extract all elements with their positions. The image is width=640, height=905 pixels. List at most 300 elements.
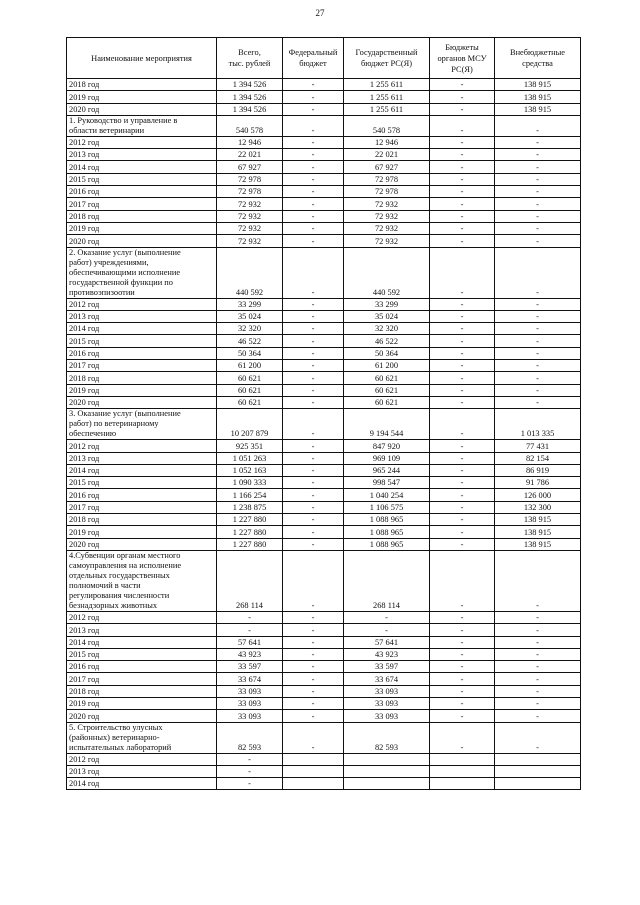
msu-budget-cell: - (430, 323, 495, 335)
total-cell: - (217, 778, 283, 790)
row-name-cell: 2013 год (67, 624, 217, 636)
table-row (67, 648, 581, 660)
header-federal: Федеральный бюджет (283, 38, 344, 79)
state-budget-cell: 1 040 254 (344, 489, 430, 501)
total-cell: 33 093 (217, 697, 283, 709)
msu-budget-cell: - (430, 697, 495, 709)
msu-budget-cell: - (430, 624, 495, 636)
federal-cell: - (283, 489, 344, 501)
state-budget-cell: 57 641 (344, 636, 430, 648)
msu-budget-cell: - (430, 347, 495, 359)
extra-budget-cell: 86 919 (495, 464, 581, 476)
table-row (67, 464, 581, 476)
header-extra-budget: Внебюджетные средства (495, 38, 581, 79)
table-row (67, 173, 581, 185)
row-name-cell: 2012 год (67, 753, 217, 765)
total-cell: - (217, 624, 283, 636)
federal-cell: - (283, 173, 344, 185)
federal-cell (283, 753, 344, 765)
federal-cell: - (283, 186, 344, 198)
msu-budget-cell: - (430, 298, 495, 310)
federal-cell: - (283, 149, 344, 161)
row-name-cell: 2012 год (67, 298, 217, 310)
row-name-cell: 2020 год (67, 235, 217, 247)
state-budget-cell: 440 592 (344, 247, 430, 298)
total-cell: - (217, 611, 283, 623)
total-cell: 1 394 526 (217, 103, 283, 115)
table-row (67, 103, 581, 115)
msu-budget-cell: - (430, 661, 495, 673)
table-row (67, 149, 581, 161)
extra-budget-cell: - (495, 636, 581, 648)
state-budget-cell: 33 597 (344, 661, 430, 673)
state-budget-cell (344, 765, 430, 777)
row-name-cell: 2016 год (67, 347, 217, 359)
total-cell: 33 093 (217, 685, 283, 697)
state-budget-cell: 60 621 (344, 384, 430, 396)
federal-cell: - (283, 247, 344, 298)
extra-budget-cell: 138 915 (495, 79, 581, 91)
total-cell: 925 351 (217, 440, 283, 452)
msu-budget-cell: - (430, 514, 495, 526)
row-name-cell: 3. Оказание услуг (выполнение работ) по ветеринарному обеспечению (67, 409, 217, 440)
state-budget-cell (344, 778, 430, 790)
total-cell: 43 923 (217, 648, 283, 660)
row-name-cell: 2012 год (67, 136, 217, 148)
state-budget-cell: 540 578 (344, 115, 430, 136)
header-measure-name: Наименование мероприятия (67, 38, 217, 79)
msu-budget-cell: - (430, 722, 495, 753)
extra-budget-cell: - (495, 661, 581, 673)
row-name-cell: 2013 год (67, 452, 217, 464)
federal-cell: - (283, 409, 344, 440)
budget-table (66, 37, 581, 790)
state-budget-cell: 33 093 (344, 710, 430, 722)
extra-budget-cell: 91 786 (495, 477, 581, 489)
total-cell: 22 021 (217, 149, 283, 161)
msu-budget-cell: - (430, 526, 495, 538)
extra-budget-cell: - (495, 210, 581, 222)
msu-budget-cell: - (430, 452, 495, 464)
state-budget-cell: 33 674 (344, 673, 430, 685)
extra-budget-cell: 1 013 335 (495, 409, 581, 440)
extra-budget-cell: - (495, 335, 581, 347)
table-row (67, 210, 581, 222)
extra-budget-cell (495, 765, 581, 777)
row-name-cell: 2016 год (67, 661, 217, 673)
federal-cell (283, 765, 344, 777)
table-row (67, 136, 581, 148)
msu-budget-cell: - (430, 384, 495, 396)
msu-budget-cell: - (430, 636, 495, 648)
state-budget-cell: 72 978 (344, 173, 430, 185)
table-row (67, 722, 581, 753)
table-row (67, 440, 581, 452)
total-cell: 1 238 875 (217, 501, 283, 513)
federal-cell: - (283, 501, 344, 513)
row-name-cell: 2020 год (67, 396, 217, 408)
table-row (67, 222, 581, 234)
total-cell: 1 166 254 (217, 489, 283, 501)
extra-budget-cell: - (495, 360, 581, 372)
row-name-cell: 2013 год (67, 765, 217, 777)
federal-cell: - (283, 360, 344, 372)
federal-cell: - (283, 550, 344, 611)
federal-cell: - (283, 452, 344, 464)
row-name-cell: 2017 год (67, 360, 217, 372)
table-row (67, 360, 581, 372)
extra-budget-cell: - (495, 347, 581, 359)
federal-cell: - (283, 464, 344, 476)
row-name-cell: 2017 год (67, 501, 217, 513)
table-row (67, 79, 581, 91)
table-row (67, 636, 581, 648)
table-row (67, 501, 581, 513)
total-cell: - (217, 765, 283, 777)
row-name-cell: 2016 год (67, 489, 217, 501)
federal-cell: - (283, 79, 344, 91)
table-row (67, 323, 581, 335)
total-cell: 72 932 (217, 222, 283, 234)
row-name-cell: 1. Руководство и управление в области ветеринарии (67, 115, 217, 136)
federal-cell: - (283, 323, 344, 335)
msu-budget-cell: - (430, 360, 495, 372)
state-budget-cell (344, 753, 430, 765)
table-row (67, 347, 581, 359)
state-budget-cell: 998 547 (344, 477, 430, 489)
msu-budget-cell: - (430, 247, 495, 298)
row-name-cell: 2020 год (67, 103, 217, 115)
state-budget-cell: 33 093 (344, 697, 430, 709)
federal-cell: - (283, 722, 344, 753)
federal-cell: - (283, 103, 344, 115)
msu-budget-cell: - (430, 409, 495, 440)
table-row (67, 452, 581, 464)
msu-budget-cell: - (430, 115, 495, 136)
federal-cell: - (283, 115, 344, 136)
table-row (67, 161, 581, 173)
federal-cell: - (283, 298, 344, 310)
extra-budget-cell: 77 431 (495, 440, 581, 452)
total-cell: 540 578 (217, 115, 283, 136)
total-cell: 72 932 (217, 210, 283, 222)
extra-budget-cell: - (495, 384, 581, 396)
total-cell: 33 299 (217, 298, 283, 310)
extra-budget-cell: 138 915 (495, 514, 581, 526)
state-budget-cell: 12 946 (344, 136, 430, 148)
total-cell: 50 364 (217, 347, 283, 359)
total-cell: 1 090 333 (217, 477, 283, 489)
total-cell: 1 051 263 (217, 452, 283, 464)
total-cell: 1 394 526 (217, 79, 283, 91)
state-budget-cell: 50 364 (344, 347, 430, 359)
total-cell: 440 592 (217, 247, 283, 298)
extra-budget-cell: 126 000 (495, 489, 581, 501)
federal-cell: - (283, 347, 344, 359)
table-row (67, 661, 581, 673)
row-name-cell: 2016 год (67, 186, 217, 198)
state-budget-cell: 1 088 965 (344, 514, 430, 526)
state-budget-cell: 847 920 (344, 440, 430, 452)
row-name-cell: 2014 год (67, 464, 217, 476)
extra-budget-cell: - (495, 685, 581, 697)
msu-budget-cell: - (430, 210, 495, 222)
total-cell: 1 227 880 (217, 514, 283, 526)
federal-cell: - (283, 91, 344, 103)
msu-budget-cell: - (430, 372, 495, 384)
table-row (67, 489, 581, 501)
table-row (67, 335, 581, 347)
msu-budget-cell: - (430, 489, 495, 501)
extra-budget-cell: - (495, 697, 581, 709)
table-row (67, 235, 581, 247)
header-state-budget: Государственный бюджет РС(Я) (344, 38, 430, 79)
state-budget-cell: 1 088 965 (344, 538, 430, 550)
row-name-cell: 2018 год (67, 685, 217, 697)
state-budget-cell: 268 114 (344, 550, 430, 611)
table-row (67, 765, 581, 777)
table-row (67, 710, 581, 722)
table-row (67, 514, 581, 526)
state-budget-cell: 32 320 (344, 323, 430, 335)
extra-budget-cell: - (495, 161, 581, 173)
extra-budget-cell: - (495, 173, 581, 185)
federal-cell: - (283, 710, 344, 722)
federal-cell (283, 778, 344, 790)
row-name-cell: 2014 год (67, 323, 217, 335)
table-row (67, 753, 581, 765)
federal-cell: - (283, 673, 344, 685)
table-row (67, 372, 581, 384)
extra-budget-cell: 138 915 (495, 526, 581, 538)
total-cell: 67 927 (217, 161, 283, 173)
msu-budget-cell: - (430, 477, 495, 489)
state-budget-cell: 965 244 (344, 464, 430, 476)
msu-budget-cell: - (430, 222, 495, 234)
msu-budget-cell: - (430, 538, 495, 550)
row-name-cell: 2015 год (67, 648, 217, 660)
table-row (67, 115, 581, 136)
msu-budget-cell: - (430, 103, 495, 115)
row-name-cell: 2018 год (67, 79, 217, 91)
state-budget-cell: - (344, 624, 430, 636)
table-row (67, 778, 581, 790)
total-cell: 72 932 (217, 198, 283, 210)
row-name-cell: 2012 год (67, 440, 217, 452)
msu-budget-cell: - (430, 673, 495, 685)
federal-cell: - (283, 372, 344, 384)
state-budget-cell: 60 621 (344, 372, 430, 384)
federal-cell: - (283, 514, 344, 526)
state-budget-cell: 969 109 (344, 452, 430, 464)
total-cell: 32 320 (217, 323, 283, 335)
federal-cell: - (283, 685, 344, 697)
msu-budget-cell: - (430, 440, 495, 452)
msu-budget-cell: - (430, 464, 495, 476)
federal-cell: - (283, 198, 344, 210)
msu-budget-cell: - (430, 186, 495, 198)
state-budget-cell: 82 593 (344, 722, 430, 753)
msu-budget-cell: - (430, 335, 495, 347)
header-msu-budget: Бюджеты органов МСУ РС(Я) (430, 38, 495, 79)
state-budget-cell: 67 927 (344, 161, 430, 173)
federal-cell: - (283, 661, 344, 673)
msu-budget-cell: - (430, 235, 495, 247)
extra-budget-cell: - (495, 372, 581, 384)
msu-budget-cell: - (430, 91, 495, 103)
total-cell: 60 621 (217, 372, 283, 384)
total-cell: 60 621 (217, 384, 283, 396)
state-budget-cell: 9 194 544 (344, 409, 430, 440)
table-row (67, 611, 581, 623)
msu-budget-cell (430, 778, 495, 790)
state-budget-cell: 22 021 (344, 149, 430, 161)
extra-budget-cell: - (495, 235, 581, 247)
extra-budget-cell: 138 915 (495, 538, 581, 550)
state-budget-cell: 72 932 (344, 198, 430, 210)
extra-budget-cell: - (495, 396, 581, 408)
row-name-cell: 2018 год (67, 372, 217, 384)
row-name-cell: 2019 год (67, 384, 217, 396)
extra-budget-cell: - (495, 673, 581, 685)
row-name-cell: 5. Строительство улусных (районных) ветеринарно- испытательных лабораторий (67, 722, 217, 753)
state-budget-cell: 43 923 (344, 648, 430, 660)
msu-budget-cell (430, 765, 495, 777)
state-budget-cell: 35 024 (344, 310, 430, 322)
row-name-cell: 2017 год (67, 673, 217, 685)
row-name-cell: 2014 год (67, 636, 217, 648)
state-budget-cell: 72 932 (344, 210, 430, 222)
row-name-cell: 2017 год (67, 198, 217, 210)
row-name-cell: 2013 год (67, 310, 217, 322)
row-name-cell: 4.Субвенции органам местного самоуправления на исполнение отдельных государственных полномочий в части регулирования численности безнадзорных животных (67, 550, 217, 611)
row-name-cell: 2019 год (67, 222, 217, 234)
table-row (67, 685, 581, 697)
total-cell: 1 227 880 (217, 538, 283, 550)
state-budget-cell: 1 255 611 (344, 79, 430, 91)
federal-cell: - (283, 697, 344, 709)
table-row (67, 186, 581, 198)
table-row (67, 384, 581, 396)
row-name-cell: 2015 год (67, 335, 217, 347)
state-budget-cell: 72 932 (344, 235, 430, 247)
federal-cell: - (283, 648, 344, 660)
extra-budget-cell: - (495, 186, 581, 198)
msu-budget-cell: - (430, 136, 495, 148)
table-row (67, 477, 581, 489)
table-row (67, 550, 581, 611)
state-budget-cell: 33 299 (344, 298, 430, 310)
row-name-cell: 2018 год (67, 210, 217, 222)
msu-budget-cell: - (430, 611, 495, 623)
msu-budget-cell: - (430, 710, 495, 722)
total-cell: 82 593 (217, 722, 283, 753)
table-row (67, 624, 581, 636)
state-budget-cell: 33 093 (344, 685, 430, 697)
table-row (67, 298, 581, 310)
table-header-row (67, 38, 581, 79)
federal-cell: - (283, 310, 344, 322)
extra-budget-cell: 82 154 (495, 452, 581, 464)
table-row (67, 91, 581, 103)
msu-budget-cell: - (430, 79, 495, 91)
total-cell: 46 522 (217, 335, 283, 347)
total-cell: 1 394 526 (217, 91, 283, 103)
row-name-cell: 2019 год (67, 697, 217, 709)
row-name-cell: 2. Оказание услуг (выполнение работ) учреждениями, обеспечивающими исполнение государственной функции по противоэпизоотии (67, 247, 217, 298)
extra-budget-cell: - (495, 323, 581, 335)
federal-cell: - (283, 477, 344, 489)
page-number: 27 (315, 8, 325, 18)
msu-budget-cell: - (430, 198, 495, 210)
table-row (67, 409, 581, 440)
federal-cell: - (283, 396, 344, 408)
total-cell: 72 978 (217, 186, 283, 198)
state-budget-cell: 60 621 (344, 396, 430, 408)
federal-cell: - (283, 636, 344, 648)
table-row (67, 247, 581, 298)
federal-cell: - (283, 235, 344, 247)
federal-cell: - (283, 384, 344, 396)
total-cell: 1 052 163 (217, 464, 283, 476)
row-name-cell: 2018 год (67, 514, 217, 526)
msu-budget-cell: - (430, 501, 495, 513)
extra-budget-cell: - (495, 710, 581, 722)
total-cell: 268 114 (217, 550, 283, 611)
msu-budget-cell: - (430, 310, 495, 322)
state-budget-cell: 46 522 (344, 335, 430, 347)
total-cell: 12 946 (217, 136, 283, 148)
row-name-cell: 2015 год (67, 173, 217, 185)
extra-budget-cell: - (495, 298, 581, 310)
extra-budget-cell: - (495, 722, 581, 753)
state-budget-cell: 72 932 (344, 222, 430, 234)
extra-budget-cell: - (495, 611, 581, 623)
table-row (67, 396, 581, 408)
total-cell: 35 024 (217, 310, 283, 322)
extra-budget-cell: - (495, 136, 581, 148)
federal-cell: - (283, 440, 344, 452)
row-name-cell: 2013 год (67, 149, 217, 161)
extra-budget-cell: - (495, 115, 581, 136)
msu-budget-cell: - (430, 161, 495, 173)
federal-cell: - (283, 136, 344, 148)
table-row (67, 526, 581, 538)
table-body (67, 79, 581, 790)
federal-cell: - (283, 222, 344, 234)
extra-budget-cell: - (495, 198, 581, 210)
total-cell: 33 674 (217, 673, 283, 685)
total-cell: 33 093 (217, 710, 283, 722)
total-cell: 1 227 880 (217, 526, 283, 538)
state-budget-cell: - (344, 611, 430, 623)
msu-budget-cell: - (430, 396, 495, 408)
extra-budget-cell: - (495, 648, 581, 660)
row-name-cell: 2020 год (67, 710, 217, 722)
row-name-cell: 2014 год (67, 778, 217, 790)
table-row (67, 198, 581, 210)
msu-budget-cell: - (430, 685, 495, 697)
extra-budget-cell: 138 915 (495, 91, 581, 103)
total-cell: 57 641 (217, 636, 283, 648)
row-name-cell: 2012 год (67, 611, 217, 623)
row-name-cell: 2014 год (67, 161, 217, 173)
total-cell: - (217, 753, 283, 765)
msu-budget-cell (430, 753, 495, 765)
msu-budget-cell: - (430, 149, 495, 161)
extra-budget-cell: 132 300 (495, 501, 581, 513)
extra-budget-cell: - (495, 149, 581, 161)
